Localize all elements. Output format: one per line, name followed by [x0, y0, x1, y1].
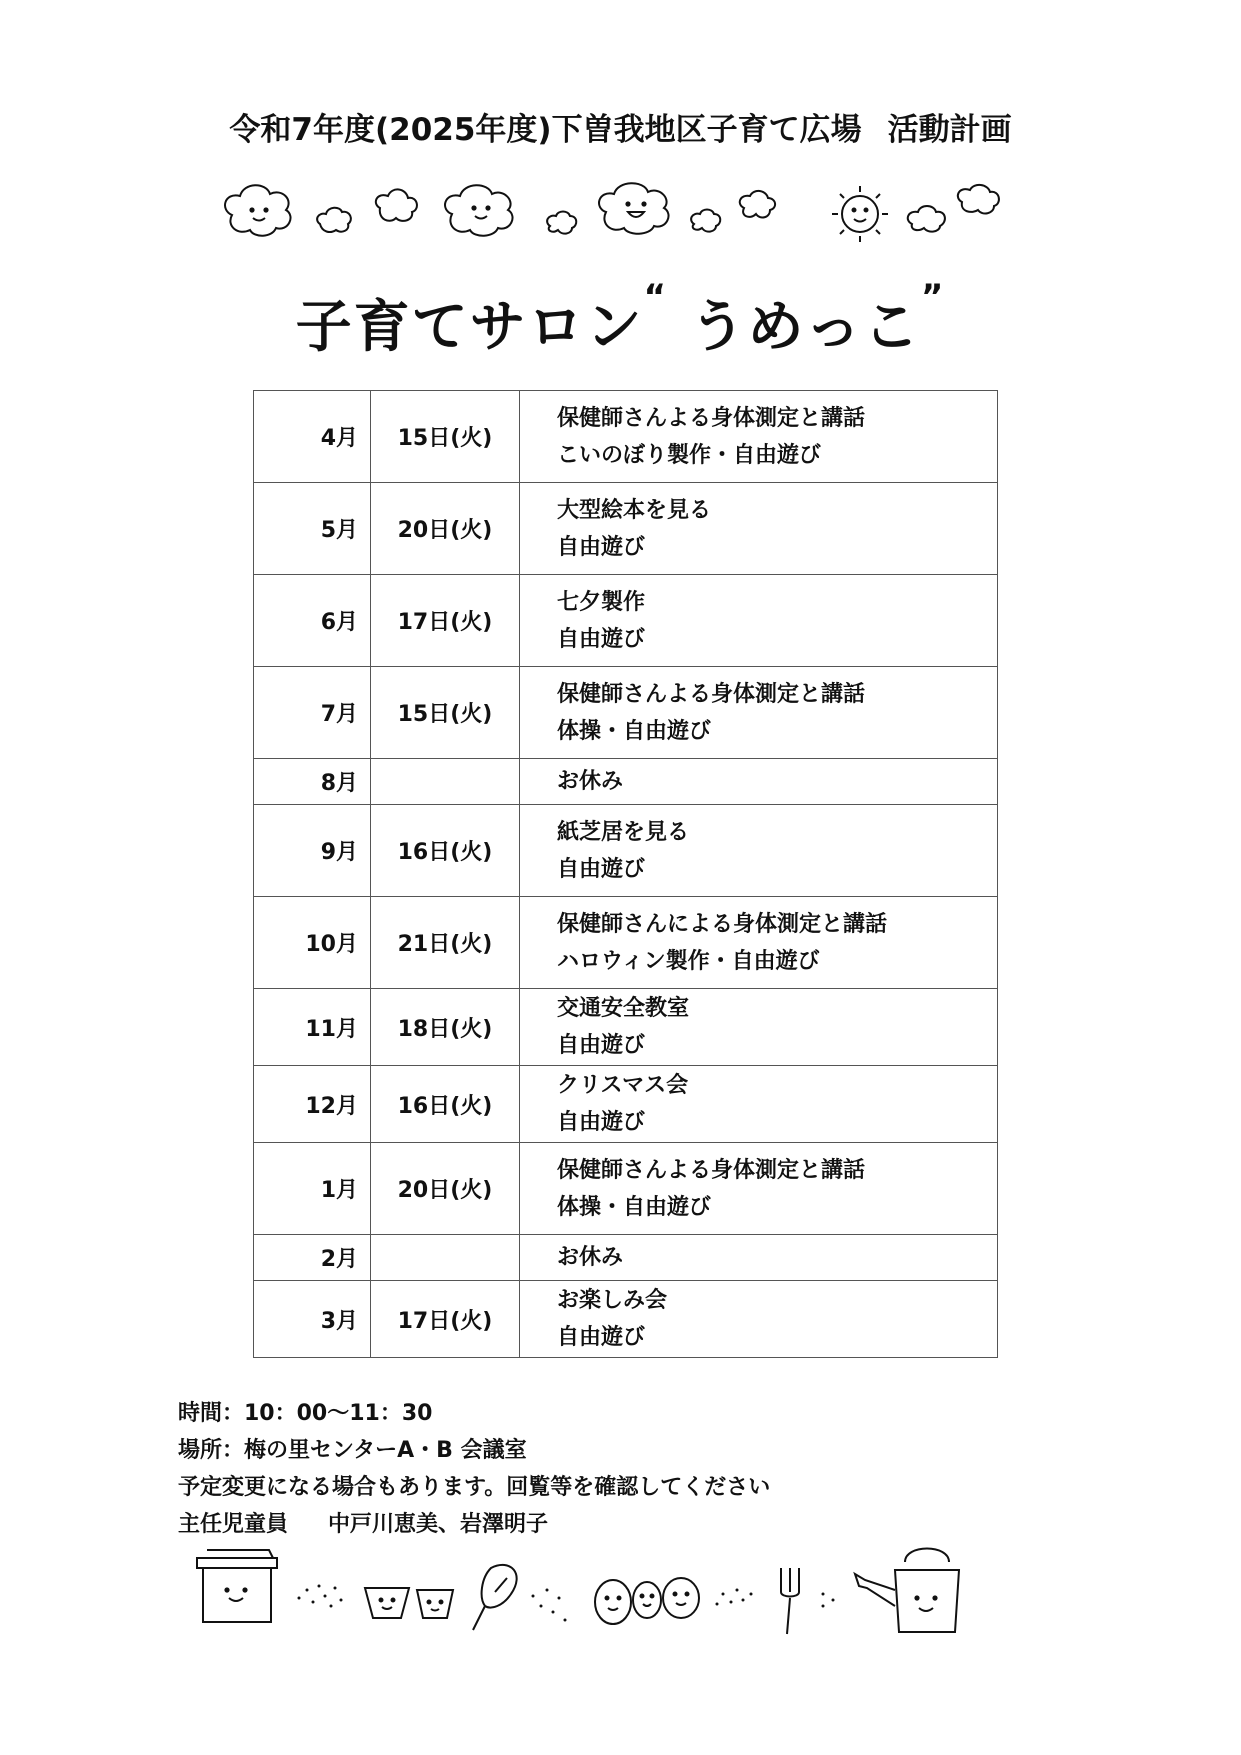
month-cell: 11月 — [254, 989, 371, 1066]
schedule-row — [254, 1143, 998, 1235]
activity-cell — [520, 1066, 998, 1143]
small-cloud-icon — [547, 212, 576, 234]
activity-line: 自由遊び — [557, 534, 646, 560]
activity-cell — [520, 1235, 998, 1281]
month-cell: 4月 — [254, 391, 371, 483]
bottom-illustration-row — [195, 1540, 1055, 1650]
date-cell: 16日(火) — [371, 805, 520, 897]
activity-line: クリスマス会 — [557, 1073, 689, 1098]
planter-face-icon — [197, 1550, 277, 1622]
date-cell: 17日(火) — [371, 1281, 520, 1358]
month-cell: 10月 — [254, 897, 371, 989]
small-cloud-icon — [740, 191, 775, 218]
cloud-illustration-row — [220, 180, 1020, 260]
activity-line: 大型絵本を見る — [557, 497, 712, 523]
month-cell: 6月 — [254, 575, 371, 667]
month-cell: 1月 — [254, 1143, 371, 1235]
schedule-row — [254, 1235, 998, 1281]
date-cell: 21日(火) — [371, 897, 520, 989]
staff-label: 主任児童員 — [178, 1512, 289, 1537]
seed-faces-icon — [595, 1578, 699, 1624]
activity-line: お楽しみ会 — [557, 1288, 668, 1313]
bowl-face-icon — [417, 1590, 453, 1618]
activity-cell — [520, 1281, 998, 1358]
activity-cell — [520, 759, 998, 805]
staff-names: 中戸川恵美、岩澤明子 — [328, 1512, 549, 1537]
date-cell: 15日(火) — [371, 667, 520, 759]
schedule-row — [254, 667, 998, 759]
sun-face-icon — [832, 186, 888, 242]
activity-line: 保健師さんよる身体測定と講話 — [557, 1157, 866, 1183]
activity-line: 自由遊び — [557, 626, 646, 652]
schedule-row — [254, 575, 998, 667]
date-cell: 16日(火) — [371, 1066, 520, 1143]
time-info: 時間：10：00～11：30 — [178, 1401, 433, 1426]
date-cell: 20日(火) — [371, 483, 520, 575]
activity-line: 保健師さんによる身体測定と講話 — [557, 911, 888, 937]
activity-cell — [520, 897, 998, 989]
activity-cell — [520, 575, 998, 667]
activity-line: お休み — [557, 1245, 624, 1270]
activity-cell — [520, 667, 998, 759]
month-cell: 3月 — [254, 1281, 371, 1358]
schedule-row — [254, 483, 998, 575]
cloud-face-icon — [225, 185, 291, 236]
activity-cell — [520, 483, 998, 575]
activity-line: 自由遊び — [557, 1325, 646, 1350]
date-cell — [371, 1235, 520, 1281]
seeds-dots-icon — [716, 1589, 753, 1606]
activity-line: ハロウィン製作・自由遊び — [557, 948, 820, 974]
schedule-row — [254, 805, 998, 897]
activity-line: 体操・自由遊び — [557, 718, 712, 744]
month-cell: 7月 — [254, 667, 371, 759]
bowl-face-icon — [365, 1588, 409, 1618]
month-cell: 12月 — [254, 1066, 371, 1143]
activity-line: 自由遊び — [557, 1033, 646, 1058]
small-cloud-icon — [317, 208, 351, 232]
activity-cell — [520, 989, 998, 1066]
date-cell: 18日(火) — [371, 989, 520, 1066]
month-cell: 5月 — [254, 483, 371, 575]
activity-line: 自由遊び — [557, 856, 646, 882]
activity-line: 体操・自由遊び — [557, 1194, 712, 1220]
document-title — [0, 104, 1241, 149]
date-cell: 15日(火) — [371, 391, 520, 483]
schedule-row — [254, 1066, 998, 1143]
info-block — [178, 1395, 770, 1543]
salon-close-quote: ” — [920, 277, 946, 317]
month-cell: 9月 — [254, 805, 371, 897]
seeds-dots-icon — [822, 1593, 835, 1608]
cloud-face-icon — [599, 183, 669, 234]
schedule-row — [254, 897, 998, 989]
title-suffix: 活動計画 — [887, 112, 1012, 148]
title-main: 令和7年度(2025年度)下曽我地区子育て広場 — [229, 112, 862, 148]
activity-line: 保健師さんよる身体測定と講話 — [557, 405, 866, 431]
activity-line: こいのぼり製作・自由遊び — [557, 442, 822, 468]
place-info: 場所：梅の里センターA・B 会議室 — [178, 1438, 527, 1463]
salon-name: 子育てサロン — [295, 295, 644, 360]
seeds-dots-icon — [298, 1585, 343, 1608]
salon-nickname: うめっこ — [689, 295, 921, 360]
small-cloud-icon — [376, 189, 417, 220]
date-cell: 20日(火) — [371, 1143, 520, 1235]
schedule-row — [254, 989, 998, 1066]
date-cell: 17日(火) — [371, 575, 520, 667]
schedule-row — [254, 1281, 998, 1358]
activity-line: 七夕製作 — [557, 589, 646, 615]
activity-line: お休み — [557, 769, 624, 794]
activity-line: 交通安全教室 — [557, 996, 690, 1021]
month-cell: 8月 — [254, 759, 371, 805]
activity-cell — [520, 391, 998, 483]
staff-info — [178, 1506, 770, 1543]
salon-title — [0, 277, 1241, 363]
seeds-dots-icon — [532, 1589, 567, 1622]
garden-fork-icon — [781, 1568, 799, 1634]
cloud-face-icon — [445, 185, 513, 236]
activity-cell — [520, 805, 998, 897]
watering-can-face-icon — [855, 1549, 959, 1633]
small-cloud-icon — [958, 185, 999, 214]
month-cell: 2月 — [254, 1235, 371, 1281]
activity-line: 紙芝居を見る — [557, 819, 690, 845]
small-cloud-icon — [908, 206, 945, 232]
small-cloud-icon — [691, 210, 720, 232]
schedule-row — [254, 759, 998, 805]
schedule-row — [254, 391, 998, 483]
schedule-table — [253, 390, 998, 1358]
date-cell — [371, 759, 520, 805]
notice-text: 予定変更になる場合もあります。回覧等を確認してください — [178, 1475, 771, 1500]
trowel-icon — [473, 1565, 517, 1630]
activity-line: 保健師さんよる身体測定と講話 — [557, 681, 866, 707]
activity-cell — [520, 1143, 998, 1235]
salon-open-quote: “ — [643, 277, 669, 317]
activity-line: 自由遊び — [557, 1110, 646, 1135]
